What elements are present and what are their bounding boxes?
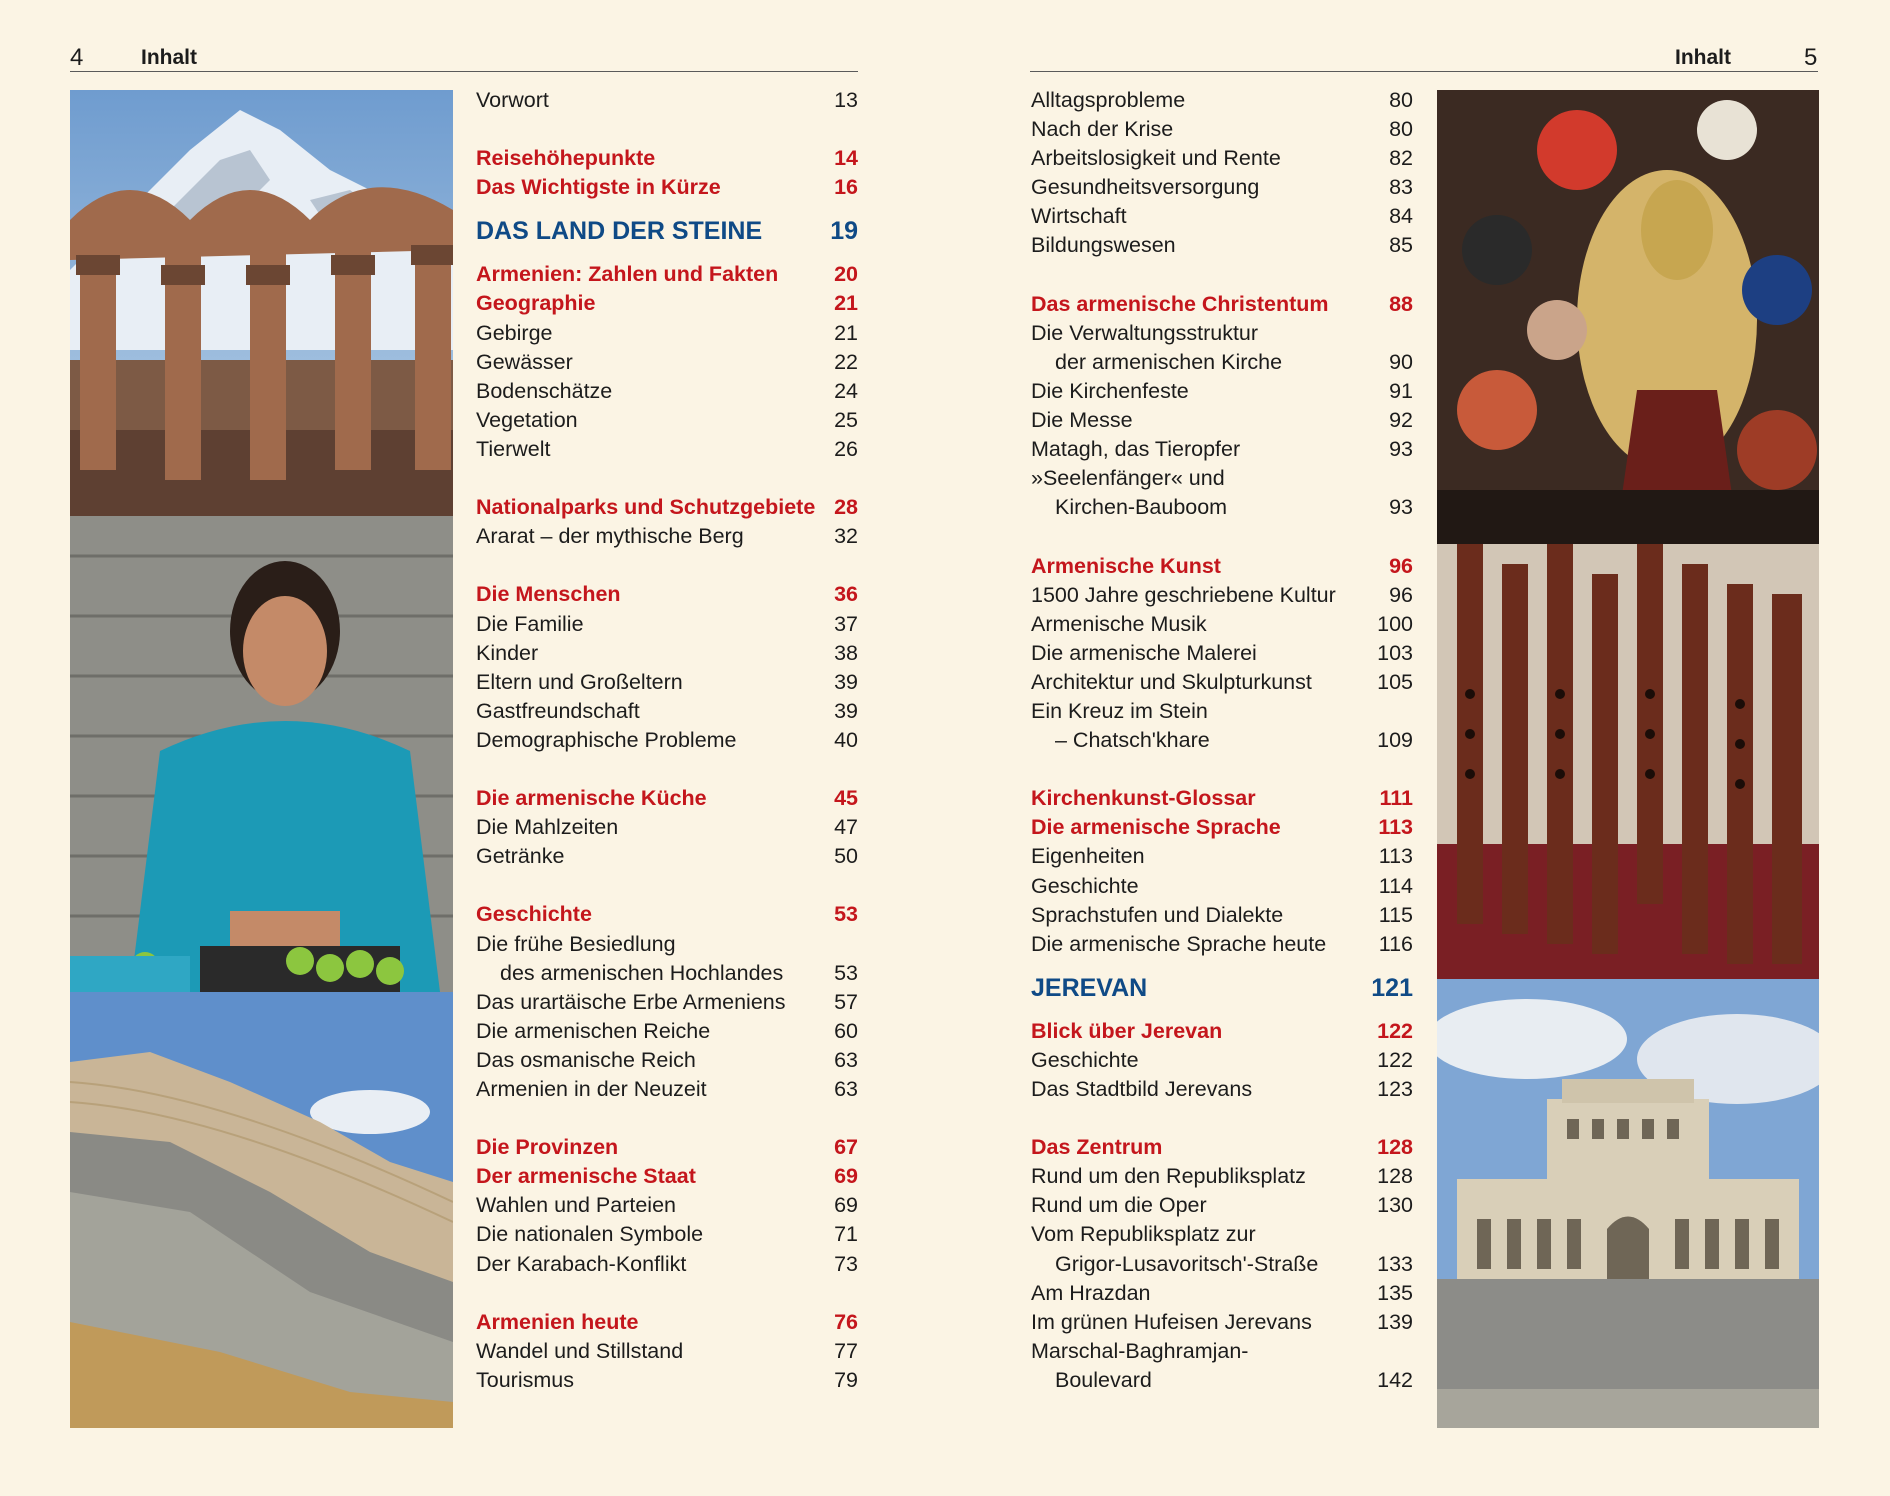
toc-entry-page: 45 (834, 786, 858, 811)
toc-entry (1031, 377, 1413, 406)
toc-entry (476, 435, 858, 464)
toc-entry-title: Alltagsprobleme (1031, 88, 1186, 112)
toc-entry-page: 40 (834, 727, 858, 752)
toc-entry (476, 900, 858, 929)
toc-entry-page: 57 (834, 989, 858, 1014)
toc-entry-title: Im grünen Hufeisen Jerevans (1031, 1309, 1312, 1334)
toc-entry-title: Die Mahlzeiten (476, 815, 619, 840)
toc-entry-title: Das Zentrum (1031, 1135, 1163, 1160)
left-header-rule (70, 71, 858, 72)
toc-entry (1031, 668, 1413, 697)
toc-entry-title: Armenische Musik (1031, 611, 1207, 636)
toc-entry-page: 80 (1389, 117, 1413, 142)
toc-entry-page: 20 (834, 262, 858, 287)
toc-entry (1031, 1075, 1413, 1104)
toc-entry-title: Geschichte (476, 902, 592, 927)
toc-entry-title: Tourismus (476, 1367, 574, 1392)
toc-entry-page: 39 (834, 669, 858, 694)
toc-entry (1031, 959, 1413, 1017)
photo-church-ceremony (1437, 90, 1819, 544)
toc-entry-title: Architektur und Skulpturkunst (1031, 669, 1312, 694)
toc-entry-page: 122 (1377, 1018, 1413, 1043)
toc-entry-page: 122 (1377, 1047, 1413, 1072)
toc-entry (476, 1191, 858, 1220)
toc-entry (1031, 697, 1413, 726)
toc-entry-page: 130 (1377, 1193, 1413, 1218)
toc-entry-title: Der Karabach-Konflikt (476, 1251, 687, 1276)
toc-entry (476, 959, 858, 988)
toc-entry (476, 1075, 858, 1104)
toc-spacer (476, 871, 858, 900)
toc-entry (476, 726, 858, 755)
toc-entry (1031, 1337, 1413, 1366)
toc-entry-title: Am Hrazdan (1031, 1280, 1151, 1305)
toc-entry-page: 60 (834, 1018, 858, 1043)
toc-entry (476, 1133, 858, 1162)
toc-entry-title: Die armenische Sprache heute (1031, 931, 1327, 956)
toc-entry-page: 116 (1378, 931, 1413, 956)
toc-entry (1031, 1366, 1413, 1395)
right-header-rule (1030, 71, 1818, 72)
photo-wooden-flutes (1437, 544, 1819, 979)
toc-entry-title: Vorwort (476, 88, 549, 112)
toc-entry (476, 289, 858, 318)
toc-entry-page: 139 (1377, 1309, 1413, 1334)
toc-spacer (1031, 1104, 1413, 1133)
toc-entry-page: 123 (1377, 1077, 1413, 1101)
toc-entry (1031, 1191, 1413, 1220)
toc-entry-page: 93 (1389, 437, 1413, 462)
toc-entry (476, 1017, 858, 1046)
toc-entry-title: Das Stadtbild Jerevans (1031, 1077, 1253, 1101)
toc-entry-title: Die Verwaltungsstruktur (1031, 320, 1259, 345)
toc-entry (476, 1308, 858, 1337)
toc-entry-title: Boulevard (1055, 1367, 1152, 1392)
toc-entry (476, 580, 858, 609)
toc-entry (476, 377, 858, 406)
toc-entry-page: 38 (834, 640, 858, 665)
toc-entry-title: Kirchen-Bauboom (1055, 495, 1228, 520)
toc-entry (1031, 348, 1413, 377)
toc-entry-title: Armenien heute (476, 1309, 639, 1334)
toc-entry-title: Gastfreundschaft (476, 698, 640, 723)
toc-entry-page: 26 (834, 436, 858, 461)
toc-entry-title: des armenischen Hochlandes (500, 960, 784, 985)
toc-entry-title: Armenische Kunst (1031, 553, 1221, 578)
toc-entry-page: 121 (1371, 973, 1413, 1002)
toc-entry-title: JEREVAN (1031, 973, 1148, 1002)
toc-entry-page: 21 (834, 291, 858, 316)
toc-entry (1031, 464, 1413, 493)
toc-entry-title: Rund um die Oper (1031, 1193, 1207, 1218)
toc-spacer (476, 551, 858, 580)
toc-entry-title: Kinder (476, 640, 539, 665)
toc-entry-page: 53 (834, 960, 858, 985)
toc-entry (476, 668, 858, 697)
toc-entry-page: 111 (1379, 786, 1413, 811)
toc-entry-page: 69 (834, 1164, 858, 1189)
toc-entry-title: Gesundheitsversorgung (1031, 175, 1260, 200)
toc-entry-title: Vom Republiksplatz zur (1031, 1222, 1256, 1247)
toc-entry (476, 202, 858, 260)
toc-entry-page: 63 (834, 1047, 858, 1072)
toc-entry-title: Arbeitslosigkeit und Rente (1031, 146, 1281, 171)
toc-entry (1031, 86, 1413, 115)
toc-entry (476, 173, 858, 202)
toc-entry (1031, 930, 1413, 959)
toc-entry (476, 522, 858, 551)
toc-entry-title: Rund um den Republiksplatz (1031, 1164, 1306, 1189)
toc-entry (476, 1337, 858, 1366)
toc-entry-page: 21 (834, 320, 858, 345)
toc-entry (1031, 1279, 1413, 1308)
toc-entry-title: Die Familie (476, 611, 584, 636)
toc-entry (476, 1046, 858, 1075)
toc-entry-page: 135 (1377, 1280, 1413, 1305)
toc-entry-title: Die armenischen Reiche (476, 1018, 711, 1043)
toc-entry (476, 86, 858, 115)
toc-entry (1031, 1308, 1413, 1337)
toc-entry-title: Die Kirchenfeste (1031, 378, 1189, 403)
toc-entry-title: Die Menschen (476, 582, 621, 607)
toc-spacer (1031, 755, 1413, 784)
toc-entry-page: 50 (834, 844, 858, 869)
toc-entry-page: 128 (1377, 1164, 1413, 1189)
toc-entry (1031, 784, 1413, 813)
toc-entry-title: – Chatsch'khare (1055, 728, 1210, 753)
toc-entry-title: Wirtschaft (1031, 204, 1127, 229)
toc-entry (476, 1162, 858, 1191)
toc-entry (1031, 319, 1413, 348)
toc-entry-page: 79 (834, 1367, 858, 1392)
toc-entry (476, 930, 858, 959)
toc-entry-title: DAS LAND DER STEINE (476, 217, 763, 246)
toc-entry-title: Armenien in der Neuzeit (476, 1077, 707, 1101)
toc-entry (1031, 842, 1413, 871)
toc-entry-title: Reisehöhepunkte (476, 146, 656, 171)
toc-spacer (1031, 522, 1413, 551)
toc-entry-page: 63 (834, 1077, 858, 1101)
photo-hillside-strata (70, 992, 453, 1428)
photo-zvartnots-ruins (70, 90, 453, 516)
toc-entry (1031, 610, 1413, 639)
toc-entry-title: Die armenische Malerei (1031, 640, 1257, 665)
toc-entry-title: Eigenheiten (1031, 844, 1145, 869)
toc-entry (1031, 1046, 1413, 1075)
toc-entry-title: Das Wichtigste in Kürze (476, 175, 721, 200)
toc-entry-title: der armenischen Kirche (1055, 349, 1283, 374)
toc-entry-title: Bildungswesen (1031, 233, 1176, 258)
toc-entry (476, 144, 858, 173)
right-running-head: Inhalt (1675, 46, 1731, 69)
toc-entry (476, 813, 858, 842)
toc-entry-page: 19 (830, 217, 858, 246)
left-page-number: 4 (70, 44, 84, 71)
toc-entry (1031, 406, 1413, 435)
toc-entry-title: Matagh, das Tieropfer (1031, 437, 1241, 462)
toc-entry (1031, 1250, 1413, 1279)
photo-woman-market (70, 516, 453, 992)
toc-entry-page: 115 (1378, 902, 1413, 927)
toc-spacer (1031, 261, 1413, 290)
toc-entry-page: 84 (1389, 204, 1413, 229)
toc-entry (1031, 552, 1413, 581)
toc-entry-page: 24 (834, 378, 858, 403)
toc-entry-page: 13 (834, 88, 858, 112)
toc-entry (1031, 872, 1413, 901)
toc-entry-title: Ein Kreuz im Stein (1031, 698, 1208, 723)
toc-entry (1031, 901, 1413, 930)
toc-entry (1031, 202, 1413, 231)
toc-entry-title: Bodenschätze (476, 378, 613, 403)
toc-entry-page: 28 (834, 495, 858, 520)
toc-entry-title: »Seelenfänger« und (1031, 466, 1225, 491)
toc-entry-title: Die nationalen Symbole (476, 1222, 704, 1247)
toc-entry-page: 83 (1389, 175, 1413, 200)
toc-entry-title: Wahlen und Parteien (476, 1193, 676, 1218)
toc-entry-title: Demographische Probleme (476, 727, 737, 752)
toc-entry-title: Der armenische Staat (476, 1164, 696, 1189)
toc-entry (476, 988, 858, 1017)
toc-entry (1031, 581, 1413, 610)
toc-entry-page: 37 (834, 611, 858, 636)
toc-entry (476, 493, 858, 522)
toc-spacer (476, 1279, 858, 1308)
toc-entry-page: 39 (834, 698, 858, 723)
toc-entry-title: Sprachstufen und Dialekte (1031, 902, 1284, 927)
toc-entry (476, 406, 858, 435)
toc-entry-page: 53 (834, 902, 858, 927)
toc-entry-title: Ararat – der mythische Berg (476, 524, 744, 549)
toc-entry (1031, 290, 1413, 319)
toc-entry (476, 348, 858, 377)
toc-entry-page: 47 (834, 815, 858, 840)
toc-entry-title: Das osmanische Reich (476, 1047, 696, 1072)
toc-entry (476, 784, 858, 813)
toc-entry-page: 96 (1389, 553, 1413, 578)
toc-spacer (476, 115, 858, 144)
toc-entry-title: Eltern und Großeltern (476, 669, 683, 694)
toc-entry-page: 109 (1377, 728, 1413, 753)
toc-entry-page: 36 (834, 582, 858, 607)
toc-entry-page: 67 (834, 1135, 858, 1160)
toc-entry-page: 82 (1389, 146, 1413, 171)
toc-entry-page: 100 (1377, 611, 1413, 636)
toc-entry (1031, 231, 1413, 260)
toc-entry (476, 842, 858, 871)
toc-entry-title: Blick über Jerevan (1031, 1018, 1223, 1043)
toc-entry-page: 14 (834, 146, 858, 171)
toc-entry-page: 16 (834, 175, 858, 200)
toc-entry-title: Die Provinzen (476, 1135, 619, 1160)
toc-entry (476, 697, 858, 726)
toc-entry (476, 610, 858, 639)
toc-entry-title: Wandel und Stillstand (476, 1338, 684, 1363)
toc-entry (476, 1366, 858, 1395)
toc-entry (1031, 115, 1413, 144)
toc-entry-title: Die armenische Sprache (1031, 815, 1281, 840)
toc-entry (476, 1220, 858, 1249)
toc-entry-title: Die Messe (1031, 408, 1133, 433)
toc-right-column (1031, 86, 1413, 1395)
toc-entry (1031, 1162, 1413, 1191)
toc-entry-page: 103 (1377, 640, 1413, 665)
toc-spacer (476, 755, 858, 784)
toc-entry (1031, 1220, 1413, 1249)
toc-entry-page: 73 (834, 1251, 858, 1276)
toc-entry-page: 93 (1389, 495, 1413, 520)
toc-entry-title: Gewässer (476, 349, 573, 374)
toc-entry-page: 113 (1378, 844, 1413, 869)
toc-entry (1031, 144, 1413, 173)
toc-entry-title: 1500 Jahre geschriebene Kultur (1031, 582, 1336, 607)
toc-entry-page: 128 (1377, 1135, 1413, 1160)
toc-spacer (476, 464, 858, 493)
photo-republic-square (1437, 979, 1819, 1428)
right-page-number: 5 (1804, 44, 1818, 71)
toc-entry-title: Marschal-Baghramjan- (1031, 1338, 1249, 1363)
toc-entry (1031, 726, 1413, 755)
toc-entry-page: 80 (1389, 88, 1413, 112)
toc-entry-page: 90 (1389, 349, 1413, 374)
toc-entry (1031, 435, 1413, 464)
toc-entry-title: Armenien: Zahlen und Fakten (476, 262, 779, 287)
toc-entry (476, 319, 858, 348)
toc-entry-title: Das armenische Christentum (1031, 291, 1329, 316)
toc-entry-title: Getränke (476, 844, 565, 869)
toc-entry (1031, 1017, 1413, 1046)
toc-entry-title: Geographie (476, 291, 596, 316)
toc-entry-page: 22 (834, 349, 858, 374)
toc-entry (1031, 1133, 1413, 1162)
toc-entry-page: 77 (834, 1338, 858, 1363)
toc-entry-title: Nationalparks und Schutzgebiete (476, 495, 816, 520)
toc-entry-page: 92 (1389, 408, 1413, 433)
toc-entry-page: 69 (834, 1193, 858, 1218)
toc-entry (476, 260, 858, 289)
toc-entry (1031, 493, 1413, 522)
toc-entry-page: 114 (1378, 873, 1413, 898)
toc-entry (476, 639, 858, 668)
toc-entry-title: Geschichte (1031, 1047, 1139, 1072)
toc-entry-title: Geschichte (1031, 873, 1139, 898)
toc-left-column (476, 86, 858, 1395)
toc-entry-page: 142 (1377, 1367, 1413, 1392)
toc-entry-title: Nach der Krise (1031, 117, 1174, 142)
toc-entry-page: 71 (834, 1222, 858, 1247)
toc-entry-title: Die armenische Küche (476, 786, 707, 811)
toc-entry-page: 133 (1377, 1251, 1413, 1276)
toc-entry-page: 25 (834, 407, 858, 432)
toc-entry-title: Vegetation (476, 407, 578, 432)
toc-entry-page: 85 (1389, 233, 1413, 258)
toc-entry-page: 32 (834, 524, 858, 549)
toc-entry-title: Die frühe Besiedlung (476, 931, 676, 956)
toc-entry-page: 88 (1389, 291, 1413, 316)
toc-entry-title: Gebirge (476, 320, 553, 345)
toc-entry-page: 96 (1389, 582, 1413, 607)
toc-entry (1031, 813, 1413, 842)
toc-entry (476, 1250, 858, 1279)
toc-entry-page: 91 (1389, 378, 1413, 403)
toc-spacer (476, 1104, 858, 1133)
toc-entry-title: Kirchenkunst-Glossar (1031, 786, 1256, 811)
toc-entry-page: 113 (1378, 815, 1413, 840)
toc-entry (1031, 639, 1413, 668)
toc-entry (1031, 173, 1413, 202)
toc-entry-title: Grigor-Lusavoritsch'-Straße (1055, 1251, 1319, 1276)
left-running-head: Inhalt (141, 46, 197, 69)
toc-entry-page: 76 (834, 1309, 858, 1334)
toc-entry-title: Das urartäische Erbe Armeniens (476, 989, 786, 1014)
toc-entry-title: Tierwelt (476, 436, 551, 461)
toc-entry-page: 105 (1377, 669, 1413, 694)
